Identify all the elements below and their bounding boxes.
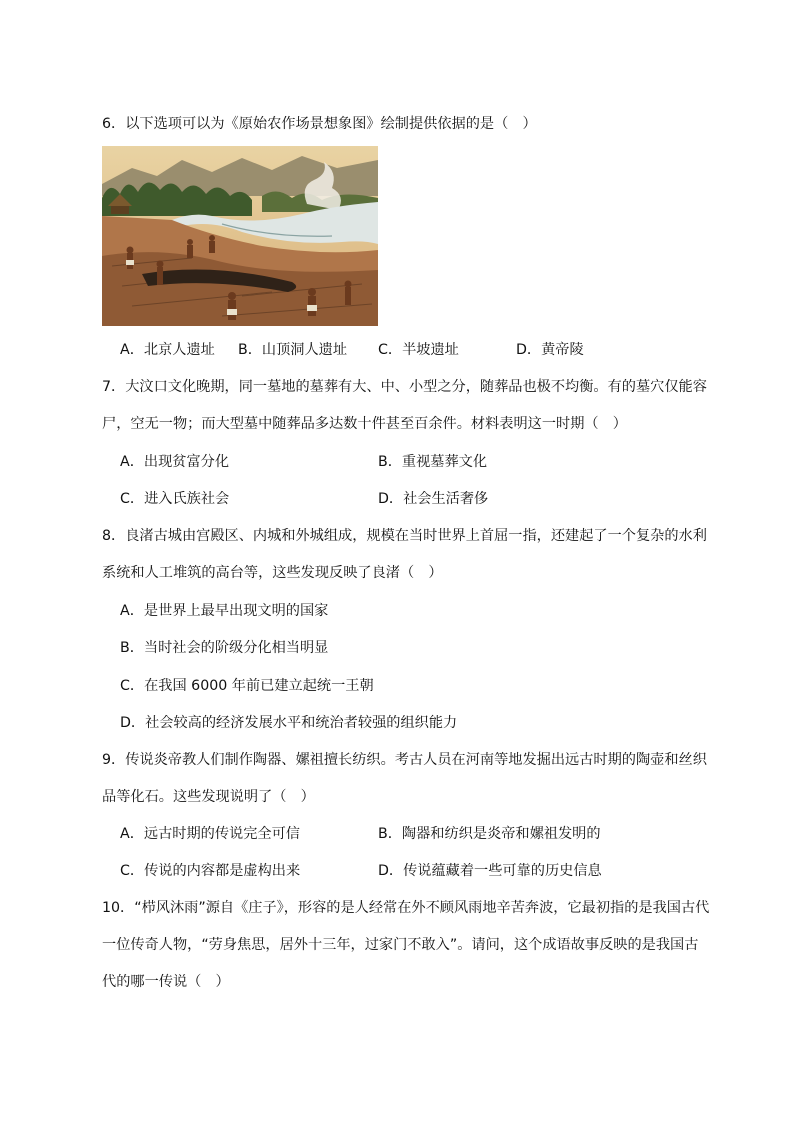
question-7-stem-line-2: 尸，空无一物；而大型墓中随葬品多达数十件甚至百余件。材料表明这一时期（ ） <box>102 416 627 432</box>
question-9-stem-line-1: 9．传说炎帝教人们制作陶器、嫘祖擅长纺织。考古人员在河南等地发掘出远古时期的陶壶和丝织 <box>102 752 707 768</box>
q6-option-d[interactable]: D．黄帝陵 <box>516 342 584 358</box>
q9-option-d[interactable]: D．传说蕴藏着一些可靠的历史信息 <box>378 863 602 879</box>
question-8-stem-line-2: 系统和人工堆筑的高台等，这些发现反映了良渚（ ） <box>102 565 443 581</box>
q7-option-d[interactable]: D．社会生活奢侈 <box>378 491 489 507</box>
q9-option-b[interactable]: B．陶器和纺织是炎帝和嫘祖发明的 <box>378 826 601 842</box>
q7-option-c[interactable]: C．进入氏族社会 <box>120 491 230 507</box>
q9-option-c[interactable]: C．传说的内容都是虚构出来 <box>120 863 301 879</box>
q8-option-b[interactable]: B．当时社会的阶级分化相当明显 <box>120 640 329 656</box>
question-8-stem-line-1: 8．良渚古城由宫殿区、内城和外城组成，规模在当时世界上首屈一指，还建起了一个复杂的水利 <box>102 528 707 544</box>
q6-option-a[interactable]: A．北京人遗址 <box>120 342 215 358</box>
q8-option-d[interactable]: D．社会较高的经济发展水平和统治者较强的组织能力 <box>120 715 458 731</box>
primitive-farming-illustration <box>102 146 378 326</box>
question-10-stem-line-3: 代的哪一传说（ ） <box>102 974 230 990</box>
question-10-stem-line-1: 10．“栉风沐雨”源自《庄子》，形容的是人经常在外不顾风雨地辛苦奔波，它最初指的是我国古代 <box>102 900 710 916</box>
q7-option-b[interactable]: B．重视墓葬文化 <box>378 454 488 470</box>
question-10-stem-line-2: 一位传奇人物，“劳身焦思，居外十三年，过家门不敢入”。请问，这个成语故事反映的是我国古 <box>102 937 699 953</box>
q9-option-a[interactable]: A．远古时期的传说完全可信 <box>120 826 300 842</box>
q6-option-c[interactable]: C．半坡遗址 <box>378 342 459 358</box>
q8-option-a[interactable]: A．是世界上最早出现文明的国家 <box>120 603 329 619</box>
question-6-stem: 6．以下选项可以为《原始农作场景想象图》绘制提供依据的是（ ） <box>102 116 537 132</box>
question-9-stem-line-2: 品等化石。这些发现说明了（ ） <box>102 789 315 805</box>
q8-option-c[interactable]: C．在我国 6000 年前已建立起统一王朝 <box>120 678 374 694</box>
q6-option-b[interactable]: B．山顶洞人遗址 <box>238 342 348 358</box>
q7-option-a[interactable]: A．出现贫富分化 <box>120 454 230 470</box>
question-7-stem-line-1: 7．大汶口文化晚期，同一墓地的墓葬有大、中、小型之分，随葬品也极不均衡。有的墓穴仅能容 <box>102 379 707 395</box>
